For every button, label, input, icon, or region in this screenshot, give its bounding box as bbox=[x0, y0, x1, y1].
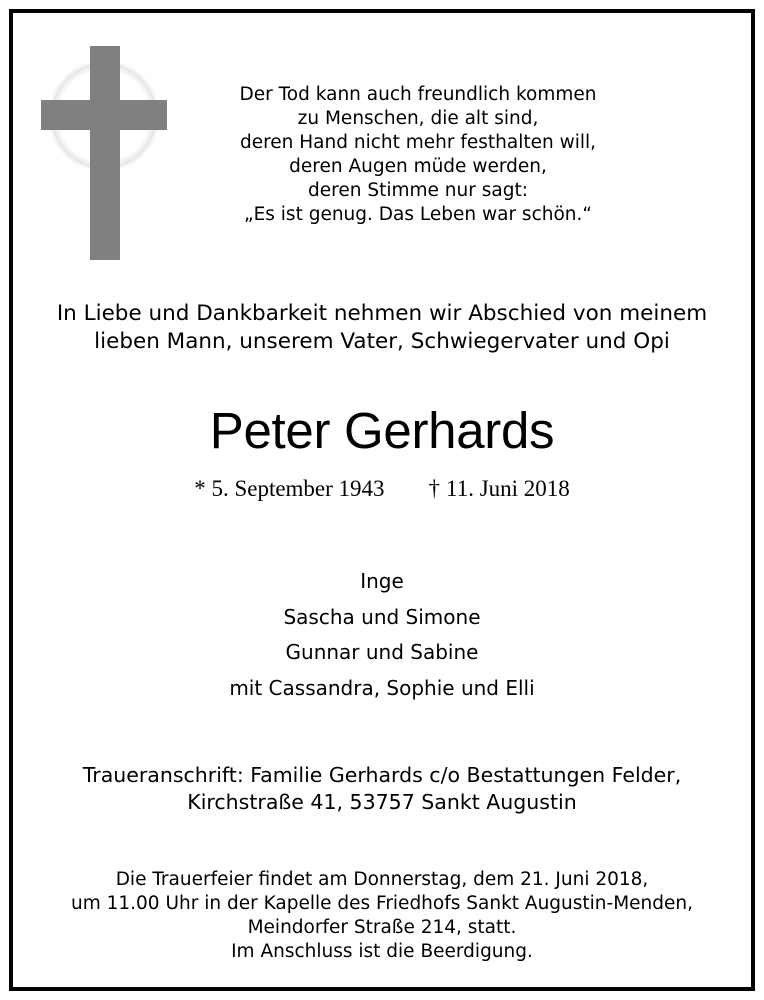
death-symbol: † bbox=[428, 476, 441, 501]
intro-line: lieben Mann, unserem Vater, Schwiegervater und Opi bbox=[94, 329, 670, 354]
life-dates bbox=[13, 475, 751, 503]
family-line: Sascha und Simone bbox=[283, 604, 481, 629]
family-line: Inge bbox=[360, 569, 404, 593]
family-list bbox=[13, 564, 751, 706]
ceremony-info bbox=[13, 868, 751, 964]
family-line: mit Cassandra, Sophie und Elli bbox=[229, 675, 535, 700]
intro-line: In Liebe und Dankbarkeit nehmen wir Abschied von meinem bbox=[56, 301, 708, 326]
obituary-notice bbox=[9, 9, 755, 991]
ceremony-line: Die Trauerfeier findet am Donnerstag, dem 21. Juni 2018, bbox=[115, 869, 649, 890]
ceremony-line: Im Anschluss ist die Beerdigung. bbox=[231, 941, 533, 962]
ceremony-line: um 11.00 Uhr in der Kapelle des Friedhofs Sankt Augustin-Menden, bbox=[70, 893, 693, 914]
cross-icon bbox=[41, 46, 171, 260]
deceased-name: Peter Gerhards bbox=[209, 402, 555, 459]
address-line: Traueranschrift: Familie Gerhards c/o Bestattungen Felder, bbox=[82, 763, 682, 787]
poem-line: Der Tod kann auch freundlich kommen bbox=[239, 84, 597, 105]
address-line: Kirchstraße 41, 53757 Sankt Augustin bbox=[187, 790, 577, 814]
poem-line: zu Menschen, die alt sind, bbox=[297, 108, 539, 129]
birth-date: * 5. September 1943 bbox=[194, 476, 385, 501]
mourning-address bbox=[13, 762, 751, 816]
poem bbox=[223, 83, 613, 227]
poem-line: deren Stimme nur sagt: bbox=[308, 180, 528, 201]
ceremony-line: Meindorfer Straße 214, statt. bbox=[247, 917, 517, 938]
poem-line: „Es ist genug. Das Leben war schön.“ bbox=[244, 204, 592, 225]
intro-text bbox=[13, 300, 751, 356]
poem-line: deren Augen müde werden, bbox=[289, 156, 547, 177]
poem-line: deren Hand nicht mehr festhalten will, bbox=[239, 132, 597, 153]
death-date: 11. Juni 2018 bbox=[446, 476, 570, 501]
family-line: Gunnar und Sabine bbox=[285, 640, 479, 664]
